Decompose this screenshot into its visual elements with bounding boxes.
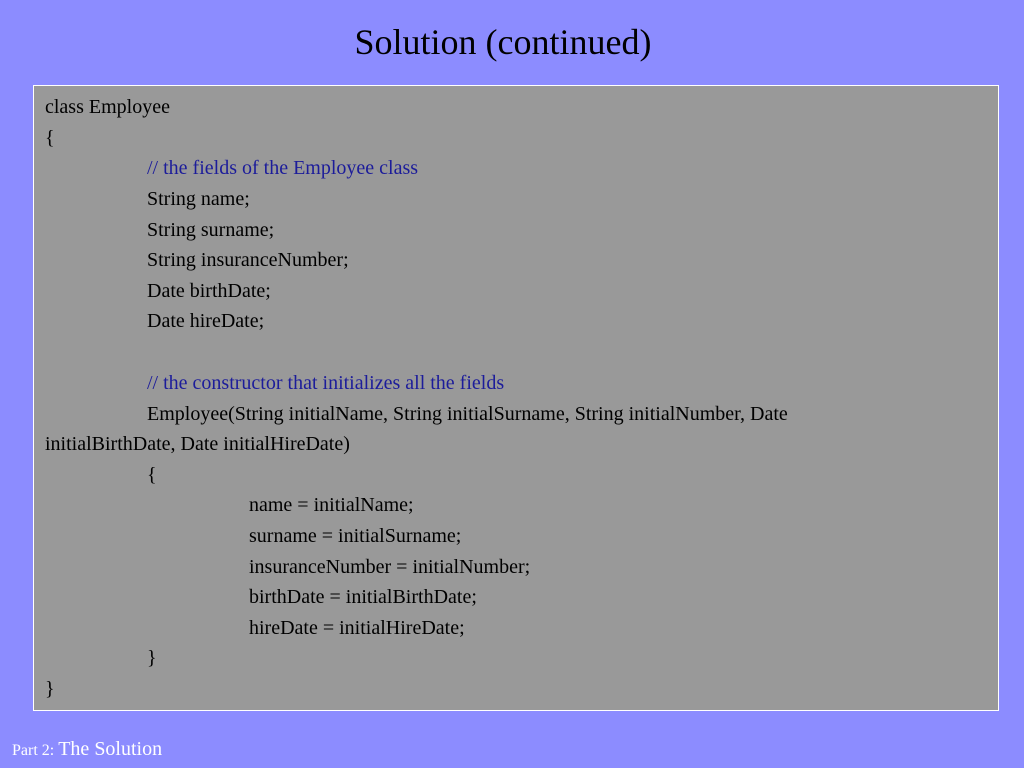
code-line-field-hire-date: Date hireDate; xyxy=(147,310,265,332)
code-line-constructor-signature-cont: initialBirthDate, Date initialHireDate) xyxy=(45,433,350,455)
footer-part-label: Part 2: xyxy=(12,742,59,759)
code-line-class-close-brace: } xyxy=(45,678,55,700)
slide-title: Solution (continued) xyxy=(354,22,652,62)
code-line-constructor-close-brace: } xyxy=(147,647,157,669)
code-line-field-insurance-number: String insuranceNumber; xyxy=(147,249,349,271)
code-line-assign-name: name = initialName; xyxy=(249,494,414,516)
code-block xyxy=(33,85,999,711)
code-comment-constructor: // the constructor that initializes all the fields xyxy=(147,372,505,394)
code-comment-fields: // the fields of the Employee class xyxy=(147,157,419,179)
code-line-assign-insurance-number: insuranceNumber = initialNumber; xyxy=(249,556,531,578)
code-line-field-birth-date: Date birthDate; xyxy=(147,280,271,302)
code-line-field-surname: String surname; xyxy=(147,219,275,241)
code-line-class-declaration: class Employee xyxy=(45,96,170,118)
code-line-constructor-open-brace: { xyxy=(147,464,157,486)
code-line-assign-birth-date: birthDate = initialBirthDate; xyxy=(249,586,477,608)
code-line-assign-surname: surname = initialSurname; xyxy=(249,525,462,547)
footer-section-title: The Solution xyxy=(58,738,163,760)
code-line-constructor-signature: Employee(String initialName, String initialSurname, String initialNumber, Date xyxy=(147,403,788,425)
code-line-field-name: String name; xyxy=(147,188,250,210)
code-line-assign-hire-date: hireDate = initialHireDate; xyxy=(249,617,465,639)
slide-footer xyxy=(12,738,162,761)
code-line-open-brace: { xyxy=(45,127,55,149)
